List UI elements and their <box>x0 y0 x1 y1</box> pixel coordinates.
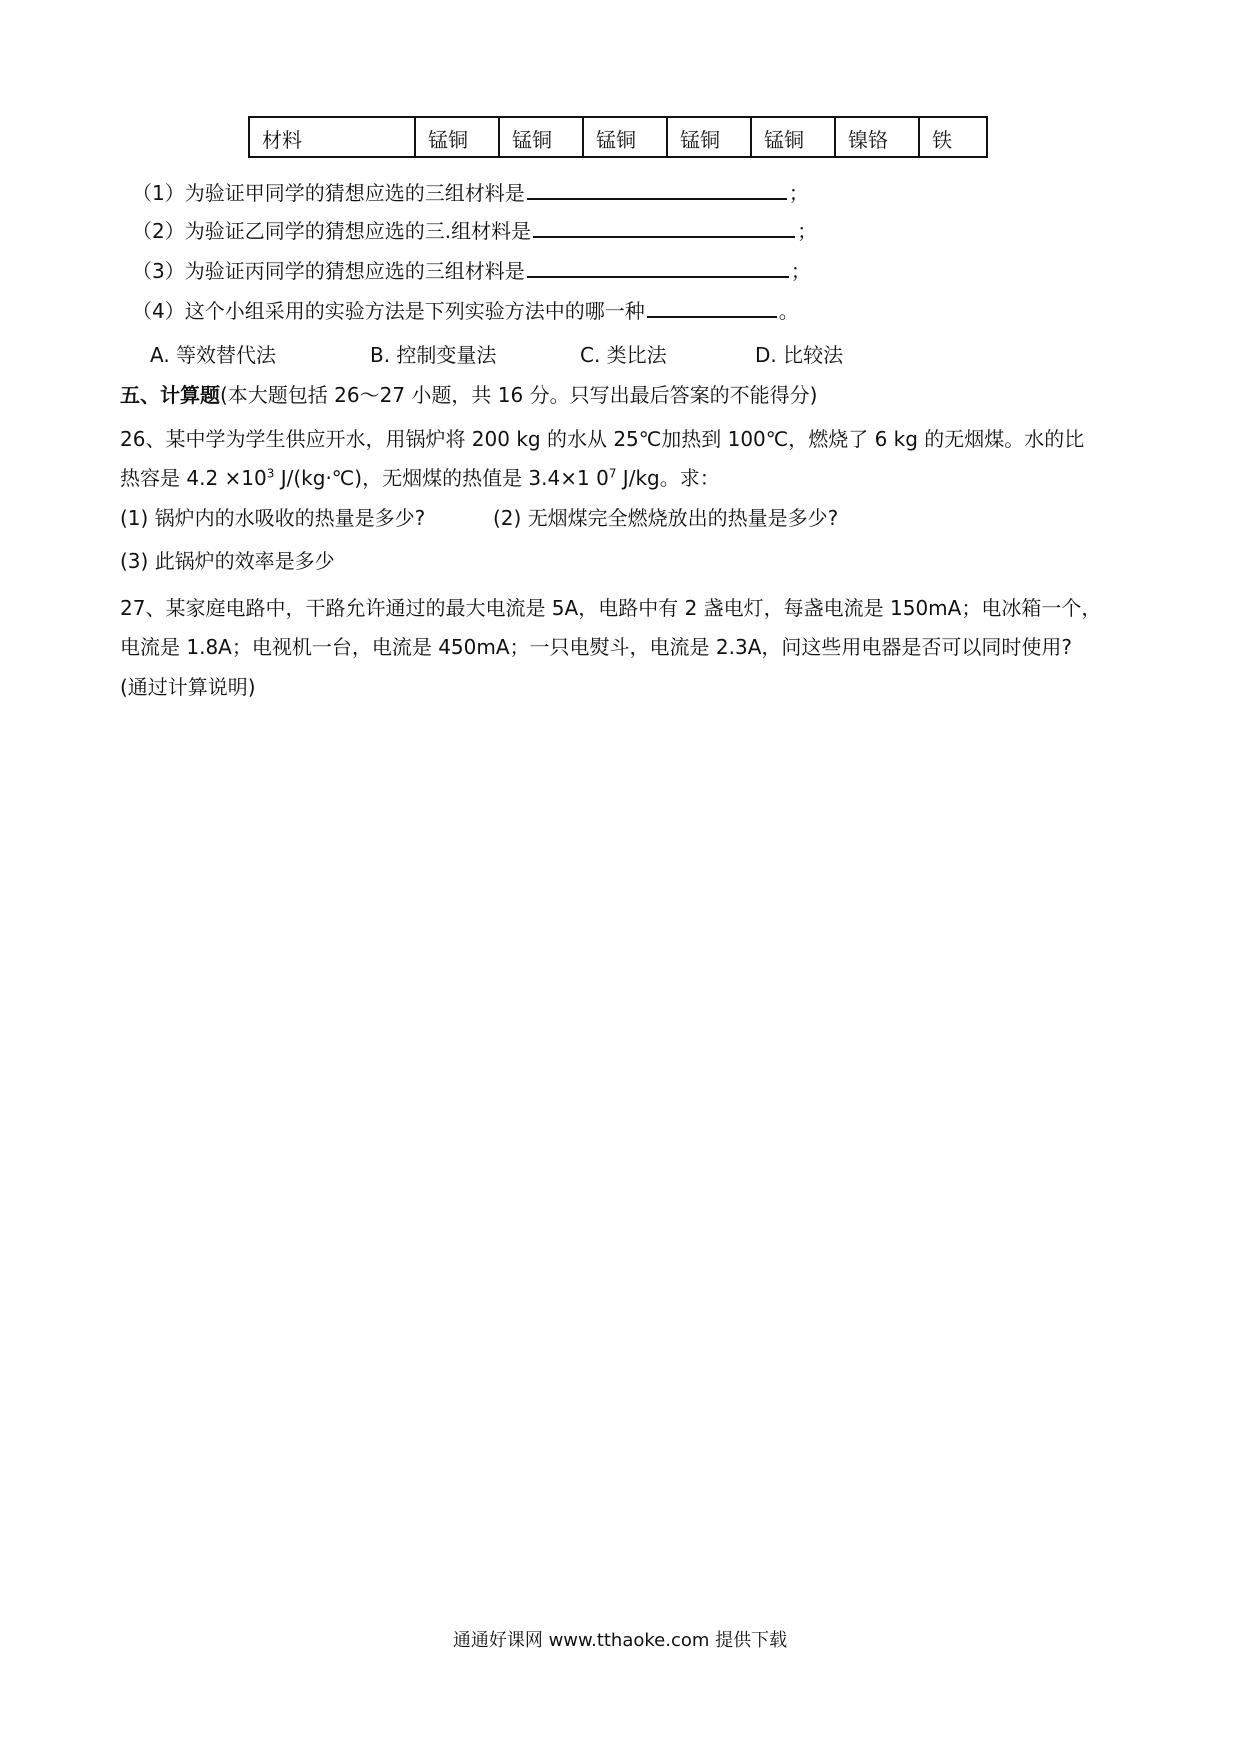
materials-table <box>248 116 988 158</box>
table-cell: 镍铬 <box>835 117 919 157</box>
question-end: ； <box>788 181 809 205</box>
option-d: D. 比较法 <box>755 343 844 367</box>
table-cell: 材料 <box>249 117 415 157</box>
exponent: 3 <box>266 466 275 481</box>
table-row <box>249 117 987 157</box>
option-a: A. 等效替代法 <box>150 343 277 367</box>
answer-blank[interactable] <box>527 254 789 278</box>
question-end: ； <box>797 219 818 243</box>
problem-text: J/kg。求： <box>616 466 720 490</box>
exponent: 7 <box>608 466 617 481</box>
question-end: 。 <box>778 299 799 323</box>
option-c: C. 类比法 <box>580 343 667 367</box>
question-text: （2）为验证乙同学的猜想应选的三.组材料是 <box>132 219 532 243</box>
question-text: （1）为验证甲同学的猜想应选的三组材料是 <box>132 181 525 205</box>
question-end: ； <box>790 259 811 283</box>
problem-text: J/(kg·℃)，无烟煤的热值是 3.4×1 0 <box>274 466 609 490</box>
table-cell: 铁 <box>919 117 987 157</box>
table-cell: 锰铜 <box>499 117 583 157</box>
option-b: B. 控制变量法 <box>370 343 497 367</box>
answer-blank[interactable] <box>647 294 777 318</box>
problem-26-line-1: 26、某中学为学生供应开水，用锅炉将 200 kg 的水从 25℃加热到 100℃，燃烧了 6 kg 的无烟煤。水的比 <box>120 427 1085 451</box>
table-cell: 锰铜 <box>415 117 499 157</box>
question-text: （3）为验证丙同学的猜想应选的三组材料是 <box>132 259 525 283</box>
footer-text: 通通好课网 www.tthaoke.com 提供下载 <box>452 1630 788 1651</box>
problem-26-line-2 <box>120 463 720 493</box>
question-1 <box>132 176 809 208</box>
question-3 <box>132 254 811 286</box>
section-note: (本大题包括 26～27 小题，共 16 分。只写出最后答案的不能得分) <box>220 383 818 407</box>
section-title: 五、计算题 <box>120 383 220 407</box>
problem-26-sub-2: (2) 无烟煤完全燃烧放出的热量是多少? <box>493 506 839 530</box>
table-cell: 锰铜 <box>583 117 667 157</box>
question-2 <box>132 214 817 246</box>
question-4 <box>132 294 799 326</box>
problem-27-line-3: (通过计算说明) <box>120 675 256 699</box>
table-cell: 锰铜 <box>667 117 751 157</box>
problem-26-sub-3: (3) 此锅炉的效率是多少 <box>120 549 335 573</box>
answer-blank[interactable] <box>533 214 795 238</box>
table-cell: 锰铜 <box>751 117 835 157</box>
section-heading <box>120 380 817 410</box>
problem-27-line-1: 27、某家庭电路中，干路允许通过的最大电流是 5A，电路中有 2 盏电灯，每盏电流是 150mA；电冰箱一个， <box>120 596 1102 620</box>
answer-blank[interactable] <box>527 176 787 200</box>
problem-26-sub-1: (1) 锅炉内的水吸收的热量是多少? <box>120 506 426 530</box>
question-text: （4）这个小组采用的实验方法是下列实验方法中的哪一种 <box>132 299 645 323</box>
problem-text: 热容是 4.2 ×10 <box>120 466 267 490</box>
problem-27-line-2: 电流是 1.8A；电视机一台，电流是 450mA；一只电熨斗，电流是 2.3A，问这些用电器是否可以同时使用? <box>120 635 1073 659</box>
